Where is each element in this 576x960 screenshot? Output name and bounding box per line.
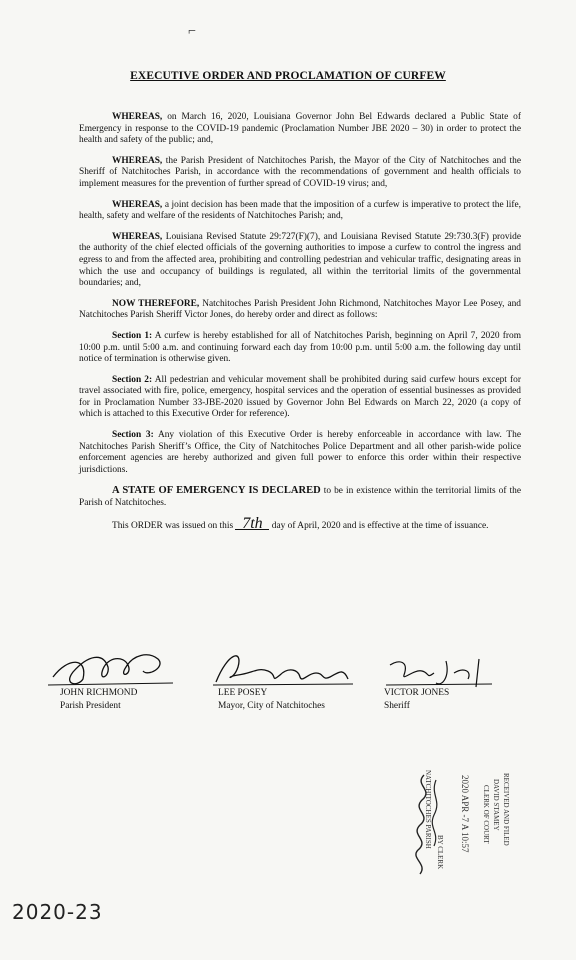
corner-pen-mark: ⌐ [188,24,196,39]
whereas-paragraph-2 [79,156,521,191]
signatory-name: VICTOR JONES [384,688,450,698]
section-label: Section 3: [112,430,154,441]
section-label: Section 2: [112,374,153,385]
stamp-line-clerk-name: DAVID STAMEY [492,779,500,831]
whereas-paragraph-3 [79,200,521,223]
paragraph-text: Louisiana Revised Statute 29:727(F)(7), and Louisiana Revised Statute 29:730.3(F) provide the authority of the chief elected officials of the governing authorities to impose a curfew to control the ingress and egress to and from the affected area, prohibiting and controlling pedestrian and vehicular traffic, designating areas in which the use and occupancy of buildings is regulated, all within the territorial limits of the governmental boundaries; and, [79,231,521,289]
paragraph-text: a joint decision has been made that the imposition of a curfew is imperative to protect the life, health, safety and welfare of the residents of Natchitoches Parish; and, [79,199,521,222]
paragraph-text: Any violation of this Executive Order is hereby enforceable in accordance with law. The Natchitoches Parish Sheriff’s Office, the City of Natchitoches Police Department and all other parish-wide police enforcement agencies are hereby authorized and given full power to enforce this order within their respective jurisdictions. [79,430,521,475]
paragraph-text: A curfew is hereby established for all of Natchitoches Parish, beginning on April 7, 2020 from 10:00 p.m. until 5:00 a.m. and continuing forward each day from 10:00 p.m. until 5:00 a.m. the following day until notice of termination is otherwise given. [79,330,521,365]
signature-block [0,645,576,725]
paragraph-text: the Parish President of Natchitoches Parish, the Mayor of the City of Natchitoches and the Sheriff of Natchitoches Parish, in accordance with the recommendations of government and health officials to implement measures for the prevention of further spread of COVID-19 virus; and, [79,155,521,189]
order-body [79,112,521,541]
handwritten-order-number: 2020-23 [12,900,103,924]
section-3-paragraph [79,430,521,476]
stamp-line-clerk-title: CLERK OF COURT [482,785,490,844]
signatory-title: Sheriff [384,701,410,711]
issued-day-handwritten: 7th [235,519,269,530]
paragraph-text: Natchitoches Parish President John Richmond, Natchitoches Mayor Lee Posey, and Natchitoches Parish Sheriff Victor Jones, do hereby order and direct as follows: [79,298,521,321]
section-1-paragraph [79,331,521,366]
whereas-paragraph-1 [79,112,521,147]
paragraph-lead: WHEREAS, [112,155,163,166]
emergency-text: to be in existence within the territorial limits of the Parish of Natchitoches. [79,486,521,509]
stamp-clerk-signature-scribble [394,770,454,880]
section-label: Section 1: [112,330,153,341]
emergency-lead: A STATE OF EMERGENCY IS DECLARED [112,485,321,497]
emergency-declaration [79,485,521,509]
paragraph-lead: WHEREAS, [112,199,163,210]
signatory-title: Parish President [60,701,121,711]
signatory-name: JOHN RICHMOND [60,688,138,698]
signature-jones [384,645,504,715]
stamp-line-parish: NATCHITOCHES PARISH [424,770,432,849]
stamp-line-date: 2020 APR -7 A 10:57 [460,775,470,853]
paragraph-lead: WHEREAS, [112,112,163,122]
issuance-paragraph [79,514,521,533]
issued-before: This ORDER was issued on this [112,520,236,531]
section-2-paragraph [79,375,521,421]
whereas-paragraph-4 [79,232,521,290]
issued-after: day of April, 2020 and is effective at the time of issuance. [269,520,489,531]
paragraph-text: All pedestrian and vehicular movement shall be prohibited during said curfew hours except for travel associated with fire, police, emergency, hospital services and the operation of essential businesses as provided for in Proclamation Number 33-JBE-2020 issued by Governor John Bel Edwards on March 22, 2020 (a copy of which is attached to this Executive Order for reference). [79,374,521,420]
posey-signature-scribble [208,647,358,692]
richmond-signature-scribble [48,647,178,692]
jones-signature-scribble [384,647,494,692]
signatory-name: LEE POSEY [218,688,268,698]
paragraph-lead: WHEREAS, [112,231,163,242]
clerk-filing-stamp [392,765,522,885]
signature-posey [208,645,368,715]
signatory-title: Mayor, City of Natchitoches [218,701,325,711]
paragraph-text: on March 16, 2020, Louisiana Governor John Bel Edwards declared a Public State of Emergency in response to the COVID-19 pandemic (Proclamation Number JBE 2020 – 30) in order to protect the health and safety of the public; and, [79,112,521,146]
stamp-line-received: RECEIVED AND FILED [502,773,510,846]
paragraph-lead: NOW THEREFORE, [112,298,200,309]
stamp-line-by-clerk: BY CLERK [436,835,444,870]
signature-richmond [60,645,218,715]
document-title: EXECUTIVE ORDER AND PROCLAMATION OF CURFEW [130,70,446,82]
now-therefore-paragraph [79,299,521,322]
